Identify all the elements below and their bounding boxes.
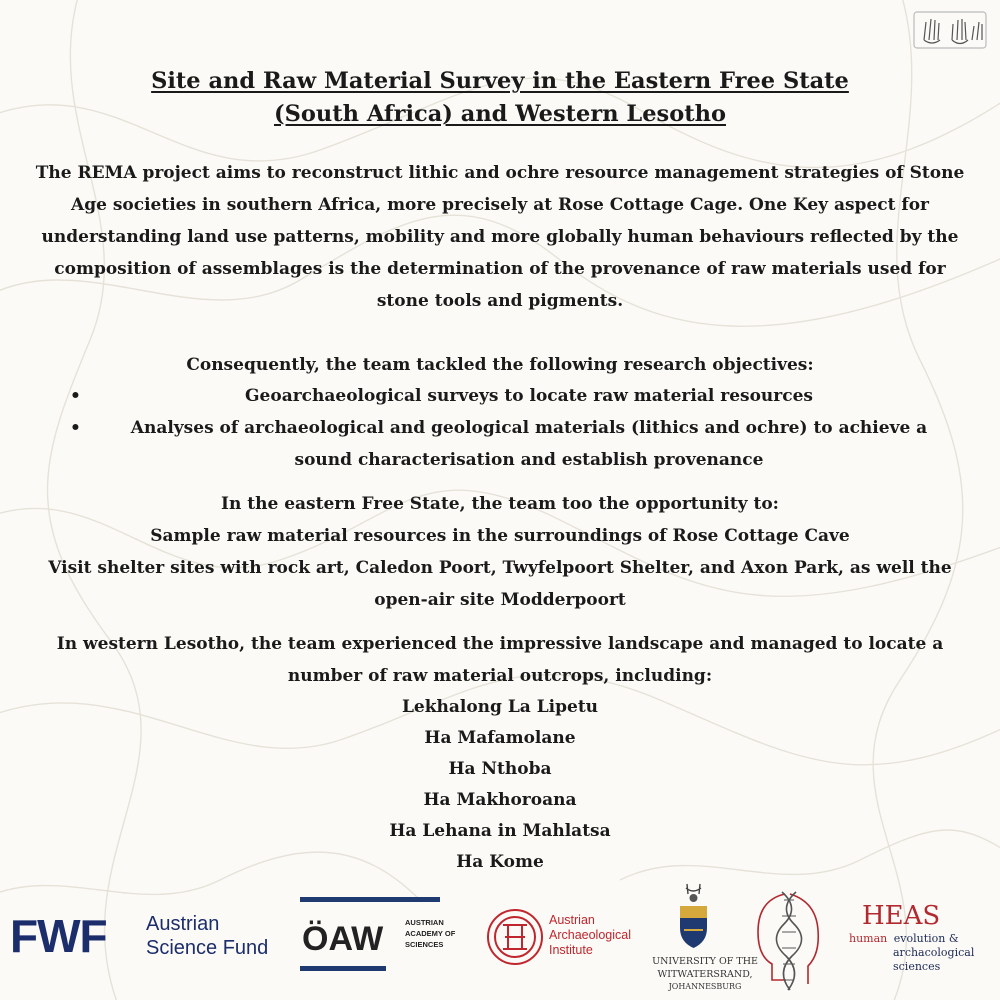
objectives-intro: Consequently, the team tackled the following research objectives: bbox=[186, 355, 814, 375]
free-state-sample: Sample raw material resources in the surroundings of Rose Cottage Cave bbox=[150, 526, 850, 546]
wits-logo bbox=[652, 884, 758, 991]
heas-logo bbox=[849, 901, 975, 973]
heas-line3: sciences bbox=[893, 960, 941, 973]
site-item: Ha Lehana in Mahlatsa bbox=[389, 821, 611, 841]
oaw-line3: SCIENCES bbox=[405, 940, 444, 949]
oai-logo bbox=[488, 910, 631, 964]
oaw-mark: ÖAW bbox=[302, 920, 384, 958]
site-item: Lekhalong La Lipetu bbox=[401, 697, 599, 717]
wits-line3: JOHANNESBURG bbox=[668, 982, 742, 991]
wits-line1: UNIVERSITY OF THE bbox=[652, 956, 758, 967]
lesotho-intro: In western Lesotho, the team experienced the impressive landscape and managed to locate a number of raw material outcrops, including: bbox=[56, 634, 944, 686]
rock-art-hands-logo bbox=[912, 10, 988, 50]
free-state-intro: In the eastern Free State, the team too the opportunity to: bbox=[221, 494, 779, 514]
sponsor-logos bbox=[0, 880, 1000, 1000]
oaw-line2: ACADEMY OF bbox=[405, 929, 456, 938]
lesotho-section bbox=[30, 628, 970, 692]
oaw-bottom-bar bbox=[300, 966, 386, 971]
heas-line2: archacological bbox=[893, 946, 975, 959]
wits-line2: WITWATERSRAND, bbox=[657, 969, 753, 980]
bullet-icon: • bbox=[70, 418, 81, 438]
oaw-line1: AUSTRIAN bbox=[405, 918, 444, 927]
oai-line1: Austrian bbox=[549, 913, 595, 927]
fwf-line1: Austrian bbox=[146, 913, 220, 935]
free-state-section bbox=[30, 488, 970, 616]
objective-text: Geoarchaeological surveys to locate raw material resources bbox=[245, 386, 813, 406]
oai-emblem-icon bbox=[488, 910, 542, 964]
site-item: Ha Nthoba bbox=[448, 759, 552, 779]
heas-mark: HEAS bbox=[862, 901, 941, 931]
site-item: Ha Makhoroana bbox=[423, 790, 577, 810]
heas-line1b: evolution & bbox=[893, 932, 959, 945]
free-state-visit: Visit shelter sites with rock art, Caledon Poort, Twyfelpoort Shelter, and Axon Park, as well the open-air site Modderpoort bbox=[48, 558, 952, 610]
oai-line2: Archaeological bbox=[549, 928, 631, 942]
objectives-list bbox=[70, 380, 950, 476]
oai-line3: Institute bbox=[549, 943, 593, 957]
objective-item bbox=[70, 380, 950, 412]
lesotho-site-list bbox=[300, 692, 700, 878]
page-title: Site and Raw Material Survey in the Eastern Free State (South Africa) and Western Lesotho bbox=[151, 68, 849, 127]
intro-paragraph: The REMA project aims to reconstruct lithic and ochre resource management strategies of Stone Age societies in southern Africa, more precisely at Rose Cottage Cage. One Key aspect for understanding land use patterns, mobility and more globally human behaviours reflected by the composition of assemblages is the determination of the provenance of raw materials used for stone tools and pigments. bbox=[35, 163, 965, 311]
wits-crest-icon bbox=[680, 884, 707, 948]
svg-text:human evolution & bbox=[849, 932, 959, 945]
bullet-icon: • bbox=[70, 386, 81, 406]
fwf-line2: Science Fund bbox=[146, 937, 269, 959]
objective-item bbox=[70, 412, 950, 476]
oaw-logo bbox=[300, 897, 456, 971]
heas-line1a: human bbox=[849, 932, 888, 945]
oaw-top-bar bbox=[300, 897, 440, 902]
fwf-logo bbox=[10, 910, 268, 962]
fwf-mark: FWF bbox=[10, 910, 107, 962]
site-item: Ha Kome bbox=[456, 852, 544, 872]
site-item: Ha Mafamolane bbox=[424, 728, 576, 748]
dna-skull-icon bbox=[758, 892, 818, 990]
objective-text: Analyses of archaeological and geological materials (lithics and ochre) to achieve a sound characterisation and establish provenance bbox=[130, 418, 928, 470]
